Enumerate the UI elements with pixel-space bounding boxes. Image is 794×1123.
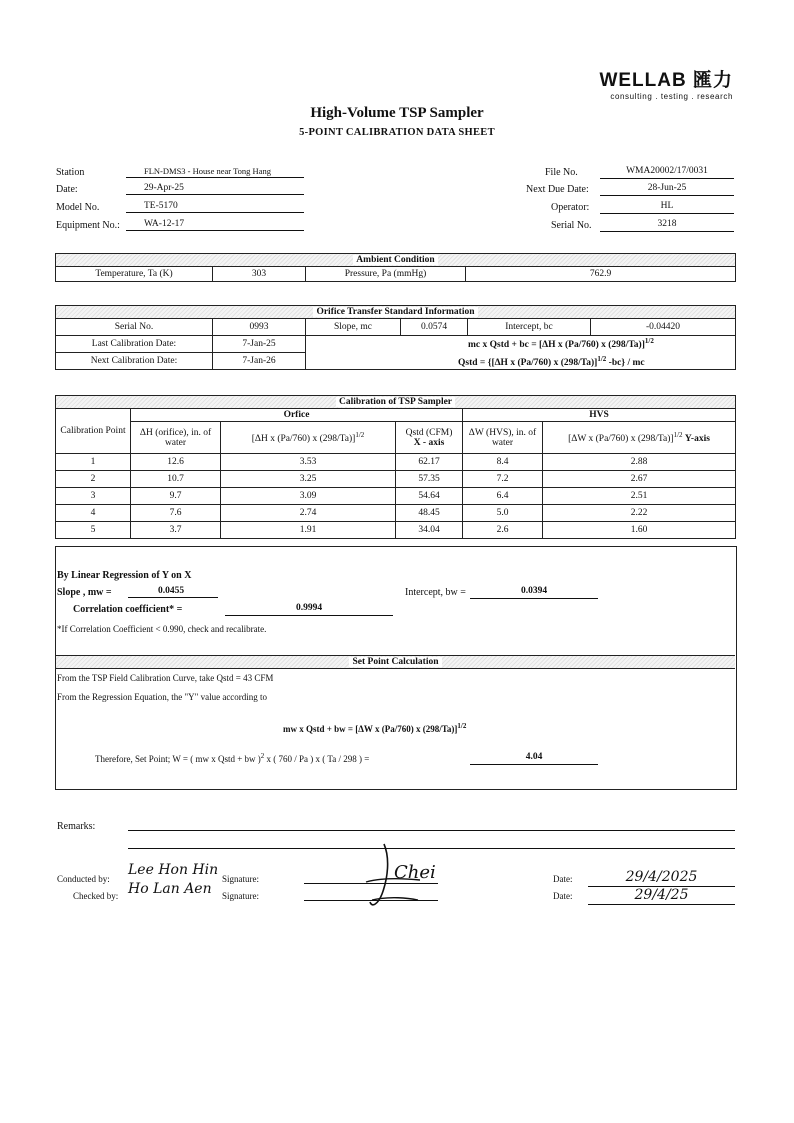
slope-label: Slope , mw = bbox=[57, 587, 112, 598]
cell-dw-expr: 1.60 bbox=[543, 522, 736, 539]
cell-dh: 10.7 bbox=[131, 471, 221, 488]
col-qstd: Qstd (CFM) X - axis bbox=[396, 422, 463, 454]
conducted-name: Lee Hon Hin bbox=[128, 862, 219, 878]
next-due-value: 28-Jun-25 bbox=[600, 182, 734, 196]
next-due-label: Next Due Date: bbox=[526, 184, 589, 195]
equipment-value: WA-12-17 bbox=[126, 218, 304, 231]
conducted-label: Conducted by: bbox=[57, 874, 110, 884]
setpoint-value: 4.04 bbox=[470, 751, 598, 765]
orifice-intercept-label: Intercept, bc bbox=[468, 319, 591, 336]
cell-dw-expr: 2.67 bbox=[543, 471, 736, 488]
table-row bbox=[56, 505, 736, 522]
cell-dw: 8.4 bbox=[463, 454, 543, 471]
cell-qstd: 54.64 bbox=[396, 488, 463, 505]
cell-qstd: 62.17 bbox=[396, 454, 463, 471]
cell-qstd: 48.45 bbox=[396, 505, 463, 522]
orifice-serial-value: 0993 bbox=[213, 319, 306, 336]
logo-tagline: consulting . testing . research bbox=[610, 92, 733, 101]
cell-point: 1 bbox=[56, 454, 131, 471]
cell-dw-expr: 2.51 bbox=[543, 488, 736, 505]
conducted-signature-label: Signature: bbox=[222, 874, 259, 884]
company-logo bbox=[583, 70, 733, 102]
col-delta-w-expr: [ΔW x (Pa/760) x (298/Ta)]$^{1/2}$ Y-axis bbox=[543, 422, 736, 454]
table-row bbox=[56, 522, 736, 539]
cell-dh: 3.7 bbox=[131, 522, 221, 539]
checked-label: Checked by: bbox=[73, 891, 119, 901]
remarks-line bbox=[128, 830, 735, 831]
calibration-heading: Calibration of TSP Sampler bbox=[56, 396, 736, 409]
remarks-label: Remarks: bbox=[57, 821, 96, 832]
col-delta-w: ΔW (HVS), in. of water bbox=[463, 422, 543, 454]
col-orifice-group: Orfice bbox=[131, 409, 463, 422]
date1-value: 29/4/2025 bbox=[588, 868, 735, 887]
handwritten-signature bbox=[360, 838, 450, 918]
orifice-slope-value: 0.0574 bbox=[401, 319, 468, 336]
station-value: FLN-DMS3 - House near Tong Hang bbox=[126, 165, 304, 178]
cell-dh-expr: 1.91 bbox=[221, 522, 396, 539]
col-hvs-group: HVS bbox=[463, 409, 736, 422]
checked-signature-label: Signature: bbox=[222, 891, 259, 901]
orifice-serial-label: Serial No. bbox=[56, 319, 213, 336]
correlation-label: Correlation coefficient* = bbox=[73, 604, 183, 615]
last-cal-value: 7-Jan-25 bbox=[213, 336, 306, 353]
operator-label: Operator: bbox=[551, 202, 590, 213]
cell-dw: 5.0 bbox=[463, 505, 543, 522]
cell-dh: 12.6 bbox=[131, 454, 221, 471]
file-value: WMA20002/17/0031 bbox=[600, 165, 734, 179]
cell-dh-expr: 2.74 bbox=[221, 505, 396, 522]
cell-point: 3 bbox=[56, 488, 131, 505]
cell-point: 2 bbox=[56, 471, 131, 488]
cell-dw-expr: 2.22 bbox=[543, 505, 736, 522]
cell-dw: 7.2 bbox=[463, 471, 543, 488]
intercept-label: Intercept, bw = bbox=[405, 587, 466, 598]
setpoint-heading: Set Point Calculation bbox=[56, 655, 735, 669]
correlation-note: *If Correlation Coefficient < 0.990, check and recalibrate. bbox=[57, 624, 267, 634]
model-label: Model No. bbox=[56, 202, 100, 213]
date-value: 29-Apr-25 bbox=[126, 182, 304, 195]
cell-qstd: 57.35 bbox=[396, 471, 463, 488]
table-row bbox=[56, 454, 736, 471]
table-row bbox=[56, 471, 736, 488]
orifice-table bbox=[55, 305, 736, 370]
svg-text:Chei: Chei bbox=[394, 862, 436, 883]
ambient-heading: Ambient Condition bbox=[56, 254, 736, 267]
setpoint-equation: mw x Qstd + bw = [ΔW x (Pa/760) x (298/Ta)]$^{1/2}$ bbox=[283, 722, 467, 734]
ambient-table bbox=[55, 253, 736, 282]
cell-dh: 9.7 bbox=[131, 488, 221, 505]
col-calibration-point: Calibration Point bbox=[56, 409, 131, 454]
date1-label: Date: bbox=[553, 874, 573, 884]
orifice-heading: Orifice Transfer Standard Information bbox=[56, 306, 736, 319]
logo-brand: WELLAB 匯力 bbox=[599, 70, 733, 91]
station-label: Station bbox=[56, 167, 85, 178]
cell-dh: 7.6 bbox=[131, 505, 221, 522]
calibration-table bbox=[55, 395, 736, 539]
regression-heading: By Linear Regression of Y on X bbox=[57, 570, 192, 581]
orifice-slope-label: Slope, mc bbox=[306, 319, 401, 336]
temperature-label: Temperature, Ta (K) bbox=[56, 267, 213, 282]
page-subtitle: 5-POINT CALIBRATION DATA SHEET bbox=[299, 127, 495, 138]
orifice-equations bbox=[306, 336, 736, 370]
correlation-value: 0.9994 bbox=[225, 602, 393, 616]
cell-point: 4 bbox=[56, 505, 131, 522]
cell-dh-expr: 3.25 bbox=[221, 471, 396, 488]
orifice-eq1: mc x Qstd + bc = [ΔH x (Pa/760) x (298/Ta)]$^{1/2}$ bbox=[468, 337, 654, 351]
table-row bbox=[56, 488, 736, 505]
next-cal-value: 7-Jan-26 bbox=[213, 353, 306, 370]
col-delta-h: ΔH (orifice), in. of water bbox=[131, 422, 221, 454]
checked-name: Ho Lan Aen bbox=[128, 881, 212, 897]
cell-dw: 2.6 bbox=[463, 522, 543, 539]
last-cal-label: Last Calibration Date: bbox=[56, 336, 213, 353]
operator-value: HL bbox=[600, 200, 734, 214]
cell-dh-expr: 3.53 bbox=[221, 454, 396, 471]
intercept-value: 0.0394 bbox=[470, 585, 598, 599]
col-delta-h-expr: [ΔH x (Pa/760) x (298/Ta)]$^{1/2}$ bbox=[221, 422, 396, 454]
pressure-value: 762.9 bbox=[466, 267, 736, 282]
serial-label: Serial No. bbox=[551, 220, 592, 231]
equipment-label: Equipment No.: bbox=[56, 220, 120, 231]
date-label: Date: bbox=[56, 184, 78, 195]
cell-dw: 6.4 bbox=[463, 488, 543, 505]
orifice-eq2: Qstd = {[ΔH x (Pa/760) x (298/Ta)]$^{1/2}$ -bc} / mc bbox=[458, 354, 645, 368]
date2-value: 29/4/25 bbox=[588, 886, 735, 905]
pressure-label: Pressure, Pa (mmHg) bbox=[306, 267, 466, 282]
page-title: High-Volume TSP Sampler bbox=[310, 105, 484, 121]
date2-label: Date: bbox=[553, 891, 573, 901]
cell-qstd: 34.04 bbox=[396, 522, 463, 539]
slope-value: 0.0455 bbox=[128, 585, 218, 598]
setpoint-formula: Therefore, Set Point; W = ( mw x Qstd + bw )$^2$ x ( 760 / Pa ) x ( Ta / 298 ) = bbox=[95, 752, 370, 764]
setpoint-line2: From the Regression Equation, the "Y" value according to bbox=[57, 692, 268, 702]
orifice-intercept-value: -0.04420 bbox=[591, 319, 736, 336]
setpoint-line1: From the TSP Field Calibration Curve, take Qstd = 43 CFM bbox=[57, 673, 274, 683]
cell-dh-expr: 3.09 bbox=[221, 488, 396, 505]
model-value: TE-5170 bbox=[126, 200, 304, 213]
next-cal-label: Next Calibration Date: bbox=[56, 353, 213, 370]
cell-dw-expr: 2.88 bbox=[543, 454, 736, 471]
cell-point: 5 bbox=[56, 522, 131, 539]
file-label: File No. bbox=[545, 167, 578, 178]
serial-value: 3218 bbox=[600, 218, 734, 232]
temperature-value: 303 bbox=[213, 267, 306, 282]
